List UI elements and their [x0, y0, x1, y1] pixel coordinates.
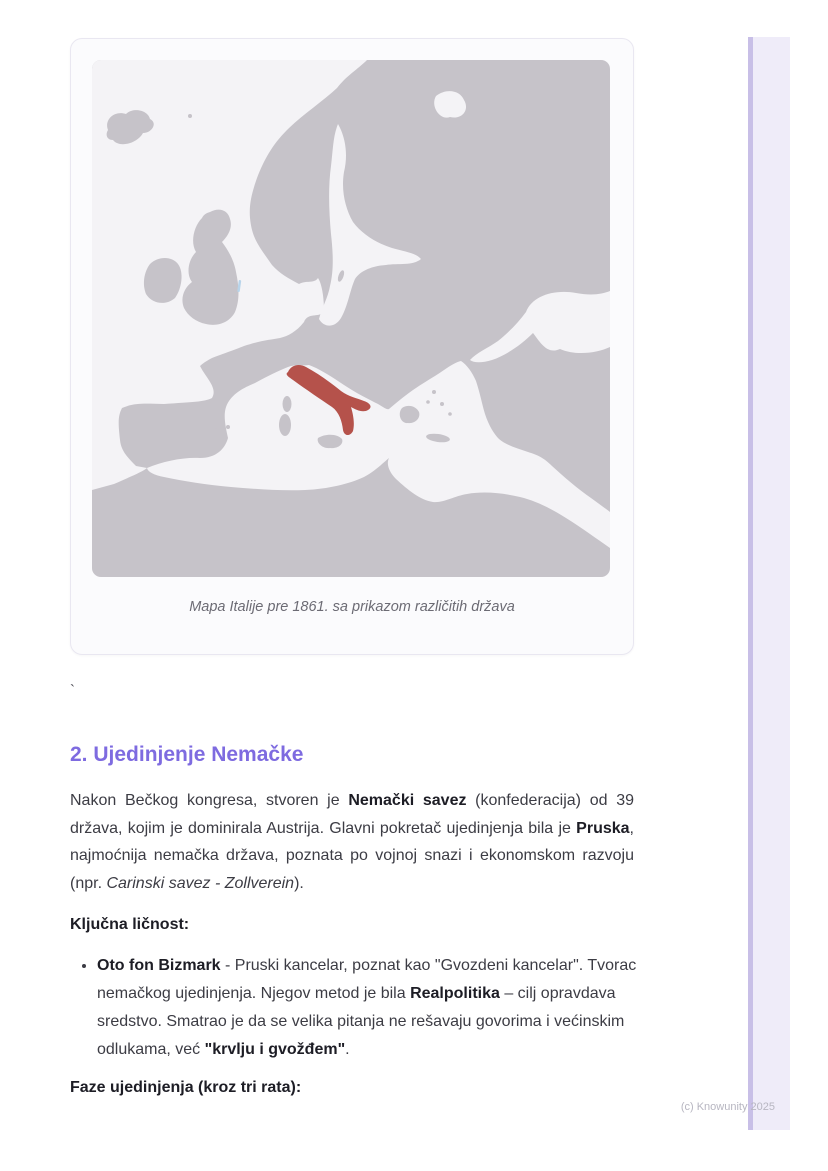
paragraph-text: ). — [294, 874, 304, 892]
bullet-text: – cilj opravdava sredstvo. Smatrao je da se velika pitanja ne rešavaju govorima i većinskim odlukama, već — [97, 985, 625, 1058]
bold-krvlju-i-gvozdjem: "krvlju i gvožđem" — [204, 1041, 346, 1058]
aegean-islet-4 — [426, 400, 430, 404]
stray-backtick: ` — [70, 682, 75, 699]
bullet-text: - Pruski kancelar, poznat kao "Gvozdeni kancelar". Tvorac nemačkog ujedinjenja. Njegov metod je bila — [97, 957, 637, 1002]
map-caption: Mapa Italije pre 1861. sa prikazom različitih država — [189, 599, 515, 615]
list-item-bizmark — [97, 952, 661, 1064]
scrollbar-thumb[interactable] — [748, 37, 753, 1130]
balearic-island-2 — [226, 425, 230, 429]
europe-map-svg — [92, 60, 610, 577]
bullet-text: . — [345, 1041, 350, 1058]
aegean-islet — [432, 390, 436, 394]
scrollbar-track — [753, 37, 790, 1130]
aegean-islet-3 — [448, 412, 452, 416]
map-card — [70, 38, 634, 655]
aegean-islet-2 — [440, 402, 444, 406]
subheading-kljucna-licnost: Ključna ličnost: — [70, 916, 190, 933]
sardinia — [279, 414, 291, 436]
balearic-island — [214, 429, 219, 434]
subheading-faze-ujedinjenja: Faze ujedinjenja (kroz tri rata): — [70, 1079, 302, 1096]
paragraph-text: Nakon Bečkog kongresa, stvoren je — [70, 792, 349, 809]
bold-pruska: Pruska — [576, 819, 630, 837]
copyright-text: (c) Knowunity 2025 — [680, 1101, 775, 1113]
ireland — [144, 258, 182, 303]
intro-paragraph — [70, 787, 634, 897]
corsica — [283, 396, 292, 412]
bold-realpolitika: Realpolitika — [410, 985, 500, 1002]
bold-oto-fon-bizmark: Oto fon Bizmark — [97, 957, 221, 974]
europe-map-image — [92, 60, 610, 577]
italic-zollverein: Carinski savez - Zollverein — [106, 874, 295, 892]
section-heading: 2. Ujedinjenje Nemačke — [70, 743, 304, 766]
key-person-list — [70, 952, 661, 1064]
paragraph-text: (konfederacija) od 39 država, kojim je dominirala Austrija. Glavni pokretač ujedinjenja bila je — [70, 792, 635, 837]
paragraph-text: , najmoćnija nemačka država, poznata po vojnoj snazi i ekonomskom razvoju (npr. — [70, 819, 634, 892]
bold-nemacki-savez: Nemački savez — [348, 792, 467, 809]
faroe-islands — [188, 114, 192, 118]
